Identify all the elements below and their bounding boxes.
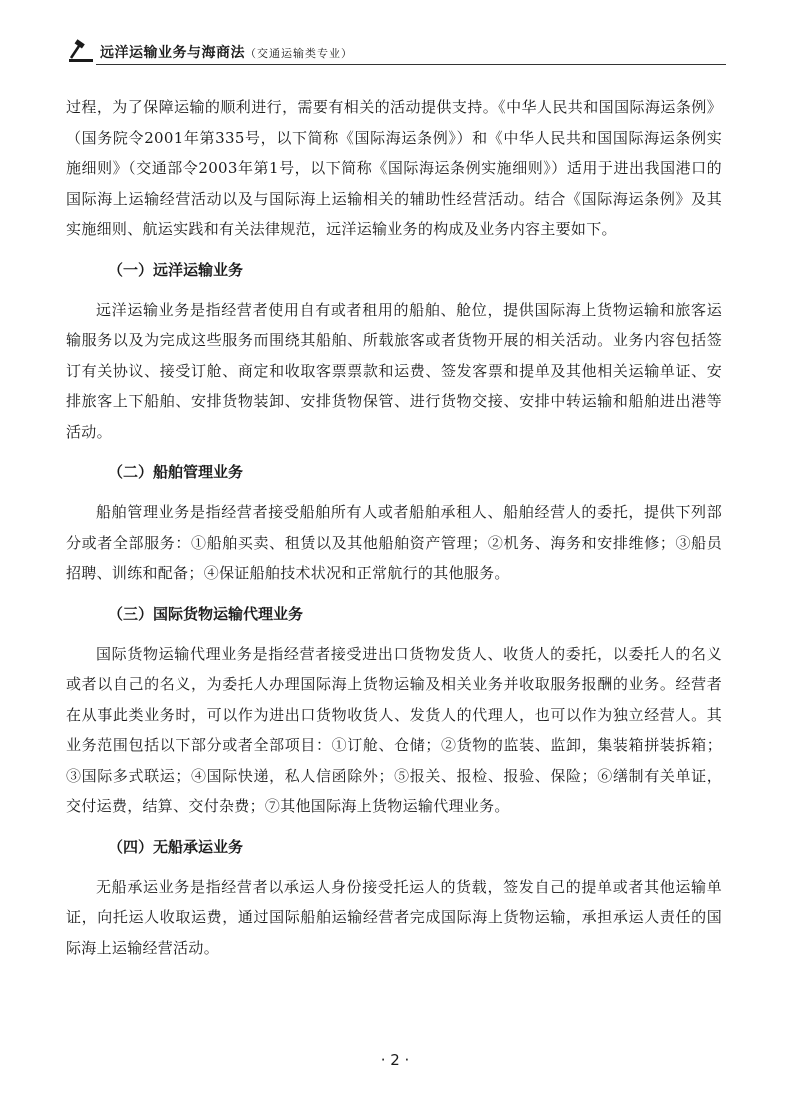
page-number: · 2 · bbox=[380, 1051, 410, 1069]
section-text-ocean-transport: 远洋运输业务是指经营者使用自有或者租用的船舶、舱位，提供国际海上货物运输和旅客运输服务以及为完成这些服务而围绕其船舶、所载旅客或者货物开展的相关活动。业务内容包括签订有关协议、接受订舱、商定和收取客票票款和运费、签发客票和提单及其他相关运输单证、安排旅客上下船舶、安排货物装卸、安排货物保管、进行货物交接、安排中转运输和船舶进出港等活动。 bbox=[66, 300, 722, 441]
section-heading-freight-forwarding: （三）国际货物运输代理业务 bbox=[108, 604, 304, 623]
book-title bbox=[100, 42, 353, 62]
section-heading-ocean-transport: （一）远洋运输业务 bbox=[108, 260, 244, 279]
section-heading-nvocc: （四）无船承运业务 bbox=[108, 837, 244, 856]
section-heading-ship-management: （二）船舶管理业务 bbox=[108, 463, 244, 481]
gavel-icon bbox=[66, 38, 96, 64]
header-rule bbox=[96, 64, 726, 65]
section-text-ship-management: 船舶管理业务是指经营者接受船舶所有人或者船舶承租人、船舶经营人的委托，提供下列部分或者全部服务：①船舶买卖、租赁以及其他船舶资产管理；②机务、海务和安排维修；③船员招聘、训练和配备；④保证船舶技术状况和正常航行的其他服务。 bbox=[66, 503, 722, 582]
page-body bbox=[66, 92, 722, 963]
section-text-nvocc: 无船承运业务是指经营者以承运人身份接受托运人的货载，签发自己的提单或者其他运输单证，向托运人收取运费，通过国际船舶运输经营者完成国际海上货物运输，承担承运人责任的国际海上运输经营活动。 bbox=[66, 877, 722, 957]
book-title-main: 远洋运输业务与海商法 bbox=[100, 45, 245, 61]
book-subtitle: （交通运输类专业） bbox=[245, 47, 353, 60]
intro-paragraph: 过程，为了保障运输的顺利进行，需要有相关的活动提供支持。《中华人民共和国国际海运条例》（国务院令2001年第335号，以下简称《国际海运条例》）和《中华人民共和国国际海运条例实施细则》（交通部令2003年第1号，以下简称《国际海运条例实施细则》）适用于进出我国港口的国际海上运输经营活动以及与国际海上运输相关的辅助性经营活动。结合《国际海运条例》及其实施细则、航运实践和有关法律规范，远洋运输业务的构成及业务内容主要如下。 bbox=[66, 98, 722, 238]
running-header bbox=[66, 36, 726, 66]
section-text-freight-forwarding: 国际货物运输代理业务是指经营者接受进出口货物发货人、收货人的委托，以委托人的名义或者以自己的名义，为委托人办理国际海上货物运输及相关业务并收取服务报酬的业务。经营者在从事此类业务时，可以作为进出口货物收货人、发货人的代理人，也可以作为独立经营人。其业务范围包括以下部分或者全部项目：①订舱、仓储；②货物的监装、监卸，集装箱拼装拆箱；③国际多式联运；④国际快递，私人信函除外；⑤报关、报检、报验、保险；⑥缮制有关单证，交付运费，结算、交付杂费；⑦其他国际海上货物运输代理业务。 bbox=[66, 644, 722, 815]
